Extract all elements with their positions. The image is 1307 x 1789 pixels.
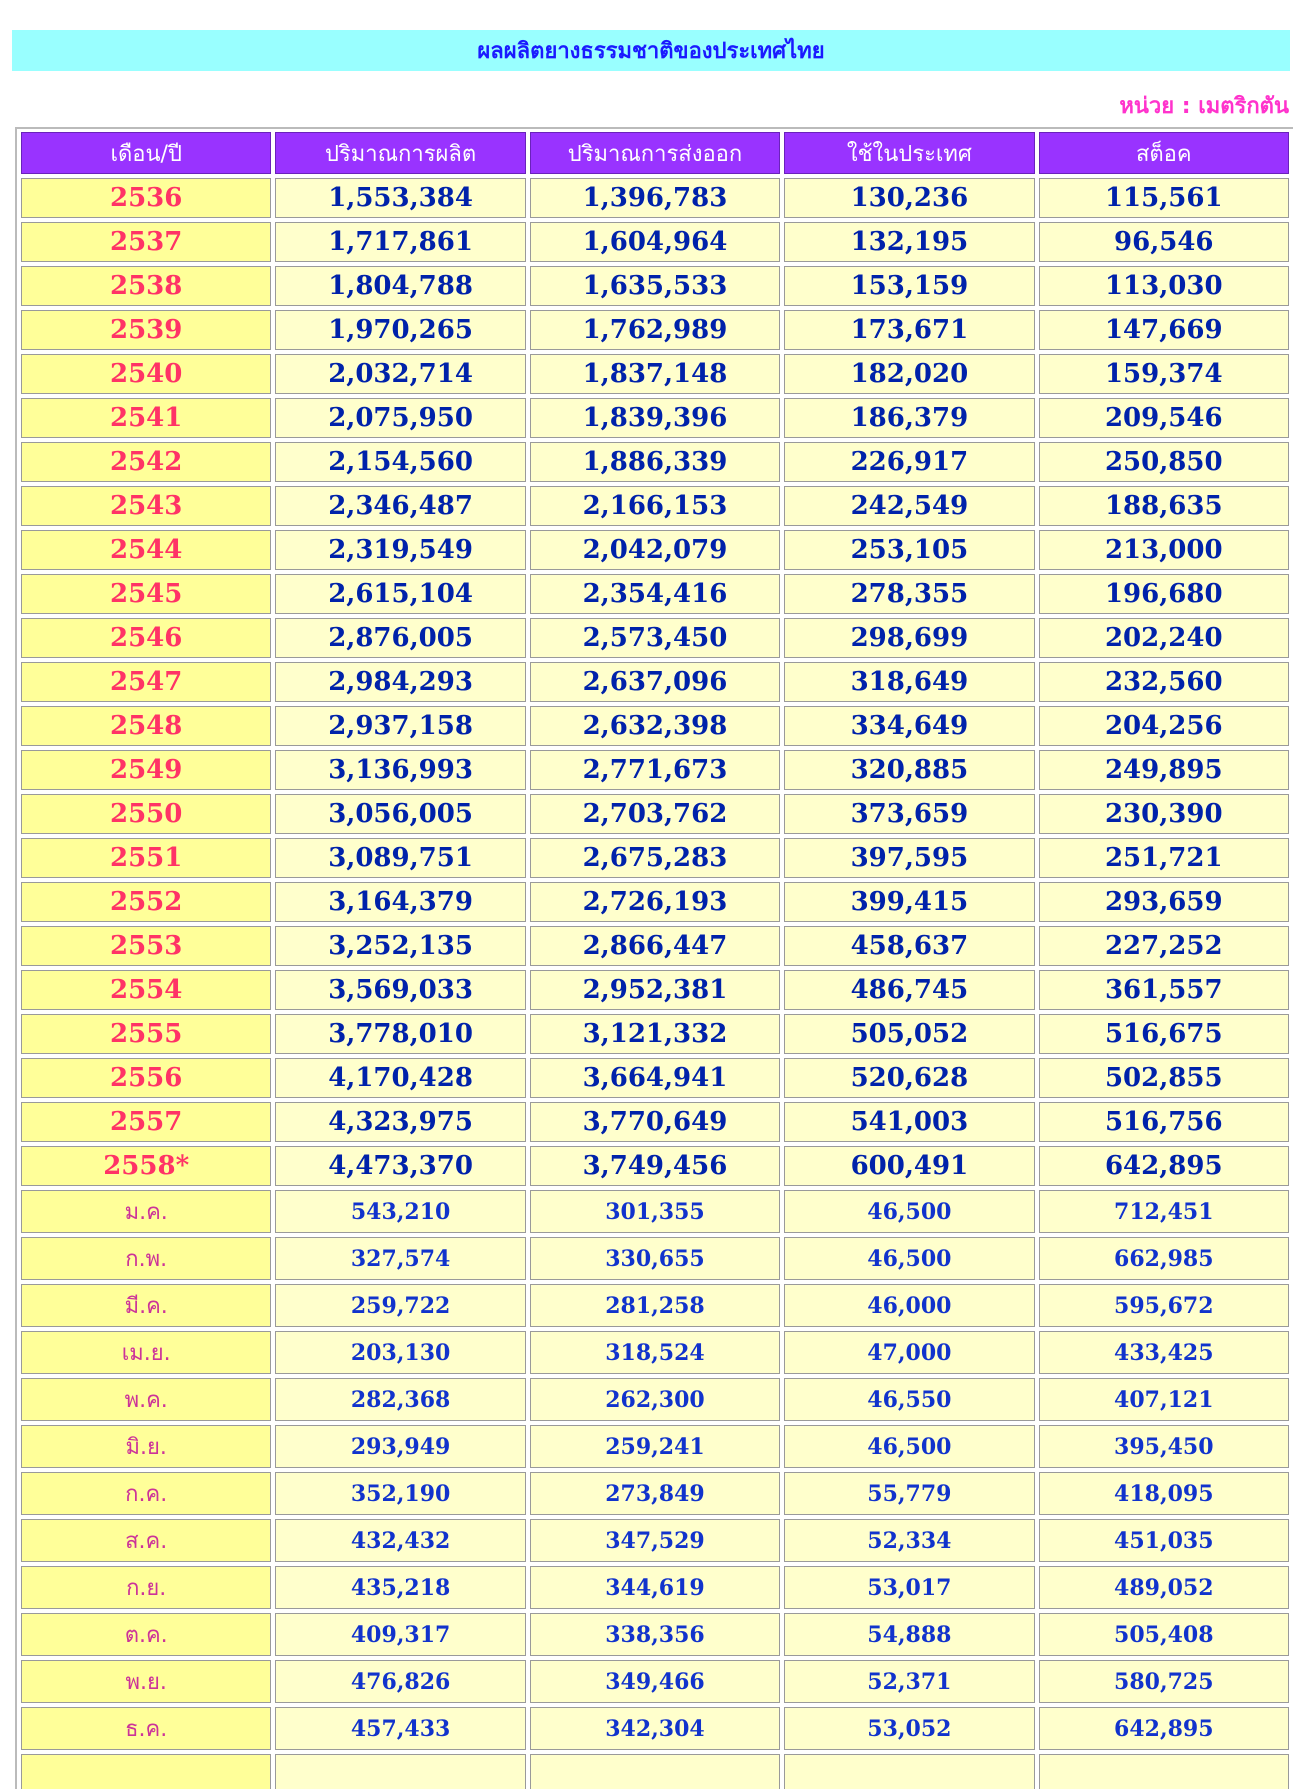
cell-export: 2,637,096 (530, 662, 780, 702)
cell-stock: 147,669 (1039, 310, 1289, 350)
cell-export: 273,849 (530, 1472, 780, 1515)
cell-stock: 293,659 (1039, 882, 1289, 922)
cell-stock: 516,675 (1039, 1014, 1289, 1054)
cell-period: ก.พ. (21, 1237, 271, 1280)
unit-label: หน่วย : เมตริกตัน (1119, 94, 1289, 119)
cell-period: 2537 (21, 222, 271, 262)
cell-period: 2552 (21, 882, 271, 922)
empty-cell (275, 1754, 525, 1789)
rubber-table-container (15, 127, 1293, 1789)
cell-production: 2,154,560 (275, 442, 525, 482)
year-row (21, 398, 1289, 438)
cell-domestic-use: 173,671 (784, 310, 1034, 350)
cell-export: 281,258 (530, 1284, 780, 1327)
cell-domestic-use: 486,745 (784, 970, 1034, 1010)
cell-stock: 196,680 (1039, 574, 1289, 614)
empty-cell (1039, 1754, 1289, 1789)
cell-domestic-use: 242,549 (784, 486, 1034, 526)
cell-export: 2,675,283 (530, 838, 780, 878)
cell-stock: 642,895 (1039, 1146, 1289, 1186)
year-row (21, 574, 1289, 614)
cell-production: 409,317 (275, 1613, 525, 1656)
cell-domestic-use: 46,500 (784, 1190, 1034, 1233)
header-stock: สต็อค (1039, 132, 1289, 174)
cell-production: 3,778,010 (275, 1014, 525, 1054)
cell-period: 2557 (21, 1102, 271, 1142)
cell-export: 344,619 (530, 1566, 780, 1609)
cell-export: 3,749,456 (530, 1146, 780, 1186)
cell-stock: 505,408 (1039, 1613, 1289, 1656)
cell-production: 4,323,975 (275, 1102, 525, 1142)
cell-production: 293,949 (275, 1425, 525, 1468)
year-row (21, 1146, 1289, 1186)
cell-production: 3,569,033 (275, 970, 525, 1010)
month-row (21, 1284, 1289, 1327)
cell-export: 259,241 (530, 1425, 780, 1468)
cell-period: ส.ค. (21, 1519, 271, 1562)
cell-domestic-use: 520,628 (784, 1058, 1034, 1098)
month-row (21, 1613, 1289, 1656)
cell-period: 2542 (21, 442, 271, 482)
month-row (21, 1237, 1289, 1280)
cell-export: 318,524 (530, 1331, 780, 1374)
year-row (21, 618, 1289, 658)
cell-domestic-use: 182,020 (784, 354, 1034, 394)
cell-domestic-use: 600,491 (784, 1146, 1034, 1186)
cell-period: ธ.ค. (21, 1707, 271, 1750)
cell-domestic-use: 541,003 (784, 1102, 1034, 1142)
cell-period: 2544 (21, 530, 271, 570)
cell-production: 327,574 (275, 1237, 525, 1280)
cell-stock: 642,895 (1039, 1707, 1289, 1750)
header-month-year: เดือน/ปี (21, 132, 271, 174)
cell-period: 2555 (21, 1014, 271, 1054)
year-row (21, 266, 1289, 306)
cell-domestic-use: 47,000 (784, 1331, 1034, 1374)
cell-period: 2550 (21, 794, 271, 834)
cell-production: 203,130 (275, 1331, 525, 1374)
cell-stock: 395,450 (1039, 1425, 1289, 1468)
cell-production: 282,368 (275, 1378, 525, 1421)
cell-period: พ.ย. (21, 1660, 271, 1703)
cell-production: 476,826 (275, 1660, 525, 1703)
cell-domestic-use: 253,105 (784, 530, 1034, 570)
month-row (21, 1519, 1289, 1562)
month-row (21, 1378, 1289, 1421)
month-row (21, 1660, 1289, 1703)
table-body (21, 178, 1289, 1789)
cell-export: 1,396,783 (530, 178, 780, 218)
cell-export: 3,121,332 (530, 1014, 780, 1054)
year-row (21, 354, 1289, 394)
cell-domestic-use: 53,017 (784, 1566, 1034, 1609)
cell-domestic-use: 46,000 (784, 1284, 1034, 1327)
cell-stock: 159,374 (1039, 354, 1289, 394)
cell-stock: 232,560 (1039, 662, 1289, 702)
rubber-production-table (17, 128, 1293, 1789)
cell-domestic-use: 55,779 (784, 1472, 1034, 1515)
year-row (21, 178, 1289, 218)
header-export: ปริมาณการส่งออก (530, 132, 780, 174)
cell-period: ม.ค. (21, 1190, 271, 1233)
cell-export: 338,356 (530, 1613, 780, 1656)
cell-domestic-use: 298,699 (784, 618, 1034, 658)
cell-period: ต.ค. (21, 1613, 271, 1656)
cell-period: 2554 (21, 970, 271, 1010)
cell-period: เม.ย. (21, 1331, 271, 1374)
cell-production: 2,876,005 (275, 618, 525, 658)
cell-export: 3,770,649 (530, 1102, 780, 1142)
month-row (21, 1425, 1289, 1468)
cell-stock: 113,030 (1039, 266, 1289, 306)
cell-production: 2,075,950 (275, 398, 525, 438)
year-row (21, 1058, 1289, 1098)
year-row (21, 530, 1289, 570)
empty-cell (784, 1754, 1034, 1789)
cell-period: 2549 (21, 750, 271, 790)
cell-export: 342,304 (530, 1707, 780, 1750)
cell-domestic-use: 186,379 (784, 398, 1034, 438)
cell-stock: 115,561 (1039, 178, 1289, 218)
header-domestic-use: ใช้ในประเทศ (784, 132, 1034, 174)
cell-domestic-use: 458,637 (784, 926, 1034, 966)
year-row (21, 222, 1289, 262)
cell-production: 3,252,135 (275, 926, 525, 966)
cell-production: 1,804,788 (275, 266, 525, 306)
page-title: ผลผลิตยางธรรมชาติของประเทศไทย (12, 30, 1290, 71)
cell-period: มี.ค. (21, 1284, 271, 1327)
year-row (21, 1014, 1289, 1054)
cell-period: 2558* (21, 1146, 271, 1186)
year-row (21, 1102, 1289, 1142)
cell-stock: 418,095 (1039, 1472, 1289, 1515)
cell-export: 347,529 (530, 1519, 780, 1562)
cell-stock: 227,252 (1039, 926, 1289, 966)
year-row (21, 706, 1289, 746)
cell-production: 3,056,005 (275, 794, 525, 834)
year-row (21, 970, 1289, 1010)
cell-stock: 249,895 (1039, 750, 1289, 790)
cell-stock: 250,850 (1039, 442, 1289, 482)
cell-stock: 230,390 (1039, 794, 1289, 834)
cell-period: 2553 (21, 926, 271, 966)
cell-export: 262,300 (530, 1378, 780, 1421)
cell-domestic-use: 53,052 (784, 1707, 1034, 1750)
cell-period: 2536 (21, 178, 271, 218)
year-row (21, 442, 1289, 482)
month-row (21, 1331, 1289, 1374)
cell-stock: 361,557 (1039, 970, 1289, 1010)
cell-production: 1,717,861 (275, 222, 525, 262)
cell-stock: 407,121 (1039, 1378, 1289, 1421)
cell-period: ก.ย. (21, 1566, 271, 1609)
cell-period: 2548 (21, 706, 271, 746)
cell-domestic-use: 505,052 (784, 1014, 1034, 1054)
cell-export: 2,632,398 (530, 706, 780, 746)
cell-domestic-use: 46,550 (784, 1378, 1034, 1421)
header-production: ปริมาณการผลิต (275, 132, 525, 174)
cell-export: 1,886,339 (530, 442, 780, 482)
cell-export: 1,837,148 (530, 354, 780, 394)
year-row (21, 882, 1289, 922)
table-header-row (21, 132, 1289, 174)
cell-stock: 451,035 (1039, 1519, 1289, 1562)
cell-domestic-use: 399,415 (784, 882, 1034, 922)
cell-production: 457,433 (275, 1707, 525, 1750)
cell-production: 543,210 (275, 1190, 525, 1233)
cell-period: 2551 (21, 838, 271, 878)
cell-domestic-use: 46,500 (784, 1425, 1034, 1468)
cell-production: 2,346,487 (275, 486, 525, 526)
year-row (21, 486, 1289, 526)
cell-period: ก.ค. (21, 1472, 271, 1515)
cell-export: 1,762,989 (530, 310, 780, 350)
cell-production: 4,170,428 (275, 1058, 525, 1098)
cell-period: พ.ค. (21, 1378, 271, 1421)
cell-production: 432,432 (275, 1519, 525, 1562)
cell-period: 2545 (21, 574, 271, 614)
cell-export: 301,355 (530, 1190, 780, 1233)
cell-production: 3,136,993 (275, 750, 525, 790)
cell-domestic-use: 52,334 (784, 1519, 1034, 1562)
cell-domestic-use: 46,500 (784, 1237, 1034, 1280)
cell-period: 2539 (21, 310, 271, 350)
cell-production: 2,032,714 (275, 354, 525, 394)
cell-production: 1,553,384 (275, 178, 525, 218)
cell-stock: 516,756 (1039, 1102, 1289, 1142)
year-row (21, 926, 1289, 966)
empty-cell (21, 1754, 271, 1789)
cell-domestic-use: 318,649 (784, 662, 1034, 702)
cell-export: 330,655 (530, 1237, 780, 1280)
cell-export: 2,726,193 (530, 882, 780, 922)
month-row (21, 1707, 1289, 1750)
cell-export: 2,952,381 (530, 970, 780, 1010)
cell-production: 1,970,265 (275, 310, 525, 350)
cell-export: 1,635,533 (530, 266, 780, 306)
cell-export: 1,839,396 (530, 398, 780, 438)
cell-stock: 595,672 (1039, 1284, 1289, 1327)
year-row (21, 794, 1289, 834)
cell-stock: 209,546 (1039, 398, 1289, 438)
cell-export: 3,664,941 (530, 1058, 780, 1098)
cell-domestic-use: 373,659 (784, 794, 1034, 834)
cell-production: 259,722 (275, 1284, 525, 1327)
month-row (21, 1566, 1289, 1609)
month-row (21, 1190, 1289, 1233)
cell-domestic-use: 226,917 (784, 442, 1034, 482)
cell-export: 349,466 (530, 1660, 780, 1703)
month-row (21, 1472, 1289, 1515)
empty-row (21, 1754, 1289, 1789)
cell-stock: 213,000 (1039, 530, 1289, 570)
cell-period: 2540 (21, 354, 271, 394)
cell-period: 2541 (21, 398, 271, 438)
cell-period: 2538 (21, 266, 271, 306)
cell-production: 3,164,379 (275, 882, 525, 922)
cell-stock: 188,635 (1039, 486, 1289, 526)
cell-production: 2,937,158 (275, 706, 525, 746)
cell-stock: 712,451 (1039, 1190, 1289, 1233)
cell-stock: 204,256 (1039, 706, 1289, 746)
cell-domestic-use: 334,649 (784, 706, 1034, 746)
cell-domestic-use: 54,888 (784, 1613, 1034, 1656)
cell-stock: 251,721 (1039, 838, 1289, 878)
cell-export: 2,354,416 (530, 574, 780, 614)
cell-domestic-use: 397,595 (784, 838, 1034, 878)
cell-domestic-use: 153,159 (784, 266, 1034, 306)
cell-export: 1,604,964 (530, 222, 780, 262)
cell-export: 2,866,447 (530, 926, 780, 966)
cell-stock: 502,855 (1039, 1058, 1289, 1098)
cell-export: 2,166,153 (530, 486, 780, 526)
cell-export: 2,703,762 (530, 794, 780, 834)
cell-export: 2,771,673 (530, 750, 780, 790)
cell-stock: 580,725 (1039, 1660, 1289, 1703)
year-row (21, 310, 1289, 350)
cell-period: 2556 (21, 1058, 271, 1098)
cell-production: 435,218 (275, 1566, 525, 1609)
cell-domestic-use: 130,236 (784, 178, 1034, 218)
cell-period: 2547 (21, 662, 271, 702)
cell-production: 352,190 (275, 1472, 525, 1515)
cell-stock: 662,985 (1039, 1237, 1289, 1280)
cell-period: มิ.ย. (21, 1425, 271, 1468)
cell-period: 2546 (21, 618, 271, 658)
cell-period: 2543 (21, 486, 271, 526)
cell-production: 4,473,370 (275, 1146, 525, 1186)
cell-production: 2,319,549 (275, 530, 525, 570)
empty-cell (530, 1754, 780, 1789)
cell-production: 3,089,751 (275, 838, 525, 878)
cell-production: 2,984,293 (275, 662, 525, 702)
cell-stock: 489,052 (1039, 1566, 1289, 1609)
cell-export: 2,573,450 (530, 618, 780, 658)
year-row (21, 750, 1289, 790)
cell-domestic-use: 320,885 (784, 750, 1034, 790)
cell-stock: 202,240 (1039, 618, 1289, 658)
cell-domestic-use: 278,355 (784, 574, 1034, 614)
cell-production: 2,615,104 (275, 574, 525, 614)
cell-domestic-use: 132,195 (784, 222, 1034, 262)
cell-stock: 433,425 (1039, 1331, 1289, 1374)
year-row (21, 838, 1289, 878)
year-row (21, 662, 1289, 702)
cell-export: 2,042,079 (530, 530, 780, 570)
cell-stock: 96,546 (1039, 222, 1289, 262)
cell-domestic-use: 52,371 (784, 1660, 1034, 1703)
